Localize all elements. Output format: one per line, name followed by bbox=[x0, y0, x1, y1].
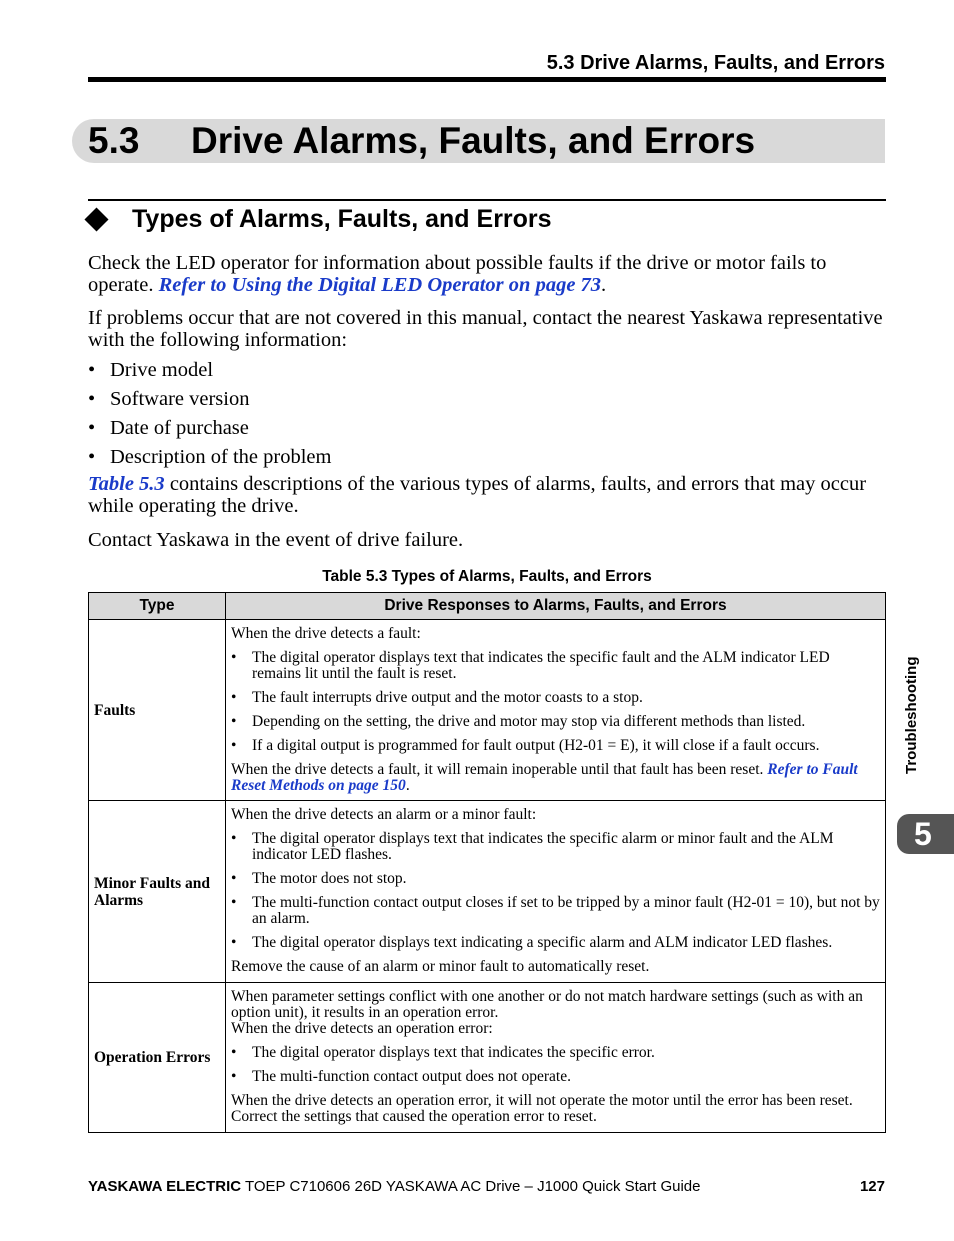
footer-text: TOEP C710606 26D YASKAWA AC Drive – J1000 Quick Start Guide bbox=[241, 1178, 701, 1195]
list-item-text: Date of purchase bbox=[110, 417, 249, 439]
intro-link[interactable]: Refer to Using the Digital LED Operator on page 73 bbox=[158, 274, 602, 296]
side-tab-label: Troubleshooting bbox=[903, 656, 920, 774]
intro-paragraph bbox=[88, 252, 886, 296]
response-bullet: • The digital operator displays text that indicates the specific error. bbox=[231, 1044, 655, 1061]
table-row bbox=[89, 983, 886, 1133]
page-number: 127 bbox=[859, 1178, 885, 1195]
list-item bbox=[88, 358, 331, 387]
response-cell bbox=[226, 983, 886, 1133]
response-lead: When the drive detects a fault: bbox=[231, 624, 421, 642]
intro-end: . bbox=[601, 274, 607, 296]
response-bullet: • The motor does not stop. bbox=[231, 870, 407, 887]
response-bullet: • The multi-function contact output closes if set to be tripped by a minor fault (H2-01 = 10), but not by an alarm. bbox=[231, 894, 880, 927]
header-rule bbox=[88, 77, 886, 82]
section-rule bbox=[88, 199, 886, 201]
table-ref-link[interactable]: Table 5.3 bbox=[88, 473, 165, 495]
list-item-text: Software version bbox=[110, 388, 250, 410]
response-lead: When parameter settings conflict with one another or do not match hardware settings (such as with an option unit), it results in an operation error. bbox=[231, 988, 863, 1021]
table-row bbox=[89, 801, 886, 983]
alarms-table bbox=[88, 592, 886, 1133]
response-bullet: • The digital operator displays text indicating a specific alarm and ALM indicator LED flashes. bbox=[231, 934, 833, 951]
list-item-text: Description of the problem bbox=[110, 446, 332, 468]
contact-paragraph: If problems occur that are not covered in this manual, contact the nearest Yaskawa representative with the following information: bbox=[88, 307, 883, 351]
bullet-dot: • bbox=[88, 417, 96, 439]
response-cell bbox=[226, 620, 886, 801]
bullet-dot: • bbox=[88, 446, 96, 468]
response-bullet: • The digital operator displays text that indicates the specific fault and the ALM indicator LED remains lit until the fault is reset. bbox=[231, 648, 830, 682]
running-header: 5.3 Drive Alarms, Faults, and Errors bbox=[546, 52, 885, 74]
diamond-bullet-icon bbox=[84, 207, 108, 231]
response-bullet: • The multi-function contact output does not operate. bbox=[231, 1068, 571, 1085]
chapter-title: Drive Alarms, Faults, and Errors bbox=[191, 120, 756, 161]
bullet-dot: • bbox=[88, 359, 96, 381]
list-item bbox=[88, 445, 331, 474]
intro-text: Check the LED operator for information about possible faults if the drive or motor fails to operate. bbox=[88, 252, 827, 296]
type-cell: Minor Faults and Alarms bbox=[89, 801, 226, 983]
list-item bbox=[88, 387, 331, 416]
response-tail: When the drive detects a fault, it will remain inoperable until that fault has been reset. Refer to Fault Reset Methods on page 150. bbox=[231, 760, 858, 794]
bullet-dot: • bbox=[88, 388, 96, 410]
response-bullet: • The fault interrupts drive output and the motor coasts to a stop. bbox=[231, 688, 643, 706]
response-lead: When the drive detects an alarm or a minor fault: bbox=[231, 806, 537, 823]
failure-paragraph: Contact Yaskawa in the event of drive failure. bbox=[88, 529, 464, 551]
table-caption: Table 5.3 Types of Alarms, Faults, and Errors bbox=[322, 568, 652, 585]
fault-reset-link[interactable]: Refer to Fault Reset Methods on page 150 bbox=[231, 760, 858, 794]
table-ref-paragraph bbox=[88, 473, 886, 517]
table-ref-text: contains descriptions of the various types of alarms, faults, and errors that may occur while operating the drive. bbox=[88, 473, 867, 517]
response-tail: When the drive detects an operation error, it will not operate the motor until the error has been reset. Correct the settings that caused the operation error to reset. bbox=[231, 1092, 853, 1125]
response-cell bbox=[226, 801, 886, 983]
table-row bbox=[89, 620, 886, 801]
table-header-row bbox=[89, 593, 886, 620]
response-bullet: • Depending on the setting, the drive and motor may stop via different methods than listed. bbox=[231, 712, 806, 730]
footer-brand: YASKAWA ELECTRIC bbox=[88, 1178, 242, 1195]
type-cell: Faults bbox=[89, 620, 226, 801]
list-item bbox=[88, 416, 331, 445]
header-type: Type bbox=[89, 593, 226, 620]
response-bullet: • The digital operator displays text that indicates the specific alarm or minor fault and the ALM indicator LED flashes. bbox=[231, 830, 834, 863]
response-tail: Remove the cause of an alarm or minor fault to automatically reset. bbox=[231, 958, 650, 975]
response-lead: When the drive detects an operation error: bbox=[231, 1020, 493, 1037]
chapter-number: 5.3 bbox=[88, 120, 140, 161]
footer bbox=[88, 1178, 700, 1195]
section-title: Types of Alarms, Faults, and Errors bbox=[132, 205, 552, 233]
list-item-text: Drive model bbox=[110, 359, 214, 381]
chapter-tab[interactable]: 5 bbox=[897, 814, 954, 854]
info-bullet-list bbox=[88, 358, 331, 474]
response-bullet: • If a digital output is programmed for fault output (H2-01 = E), it will close if a fault occurs. bbox=[231, 736, 820, 754]
header-responses: Drive Responses to Alarms, Faults, and Errors bbox=[226, 593, 886, 620]
type-cell: Operation Errors bbox=[89, 983, 226, 1133]
